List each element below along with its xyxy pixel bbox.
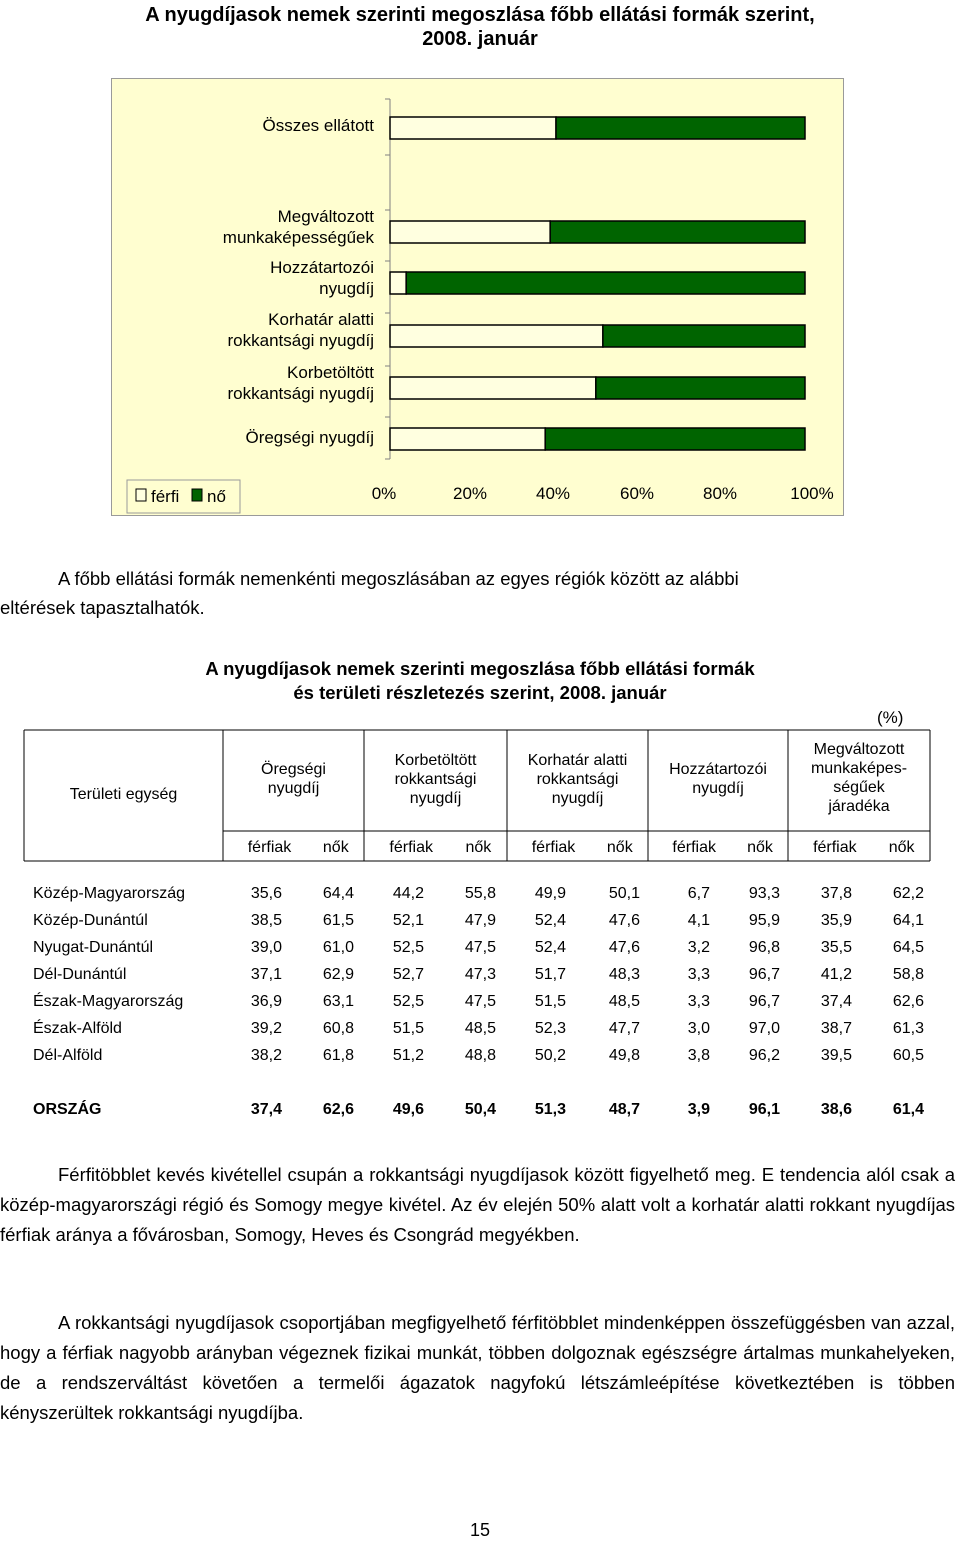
table-cell: 35,9	[820, 912, 852, 929]
table-cell: 47,3	[464, 966, 496, 983]
column-group-header-line: járadéka	[828, 798, 890, 815]
page-number: 15	[469, 1520, 491, 1540]
table-cell: 96,8	[748, 939, 780, 956]
column-group-header	[223, 760, 364, 798]
table-cell: 64,1	[892, 912, 924, 929]
table-cell: 61,5	[322, 912, 354, 929]
table-cell: 93,3	[748, 885, 780, 902]
table-cell: 3,3	[687, 966, 710, 983]
table-cell: 36,9	[250, 993, 282, 1010]
table-cell: 61,8	[322, 1047, 354, 1064]
paragraph-1: Férfitöbblet kevés kivétellel csupán a rokkantsági nyugdíjasok között figyelhető meg. E tendencia alól csak a közép-magyarországi régió és Somogy megye kivétel. Az év elején 50% alatt volt a korhatár alatti rokkant nyugdíjas férfiak aránya a fővárosban, Somogy, Heves és Csongrád megyékben.	[0, 1164, 955, 1245]
column-group-header-line: Hozzátartozói	[669, 761, 767, 778]
table-cell: 61,0	[322, 939, 354, 956]
table-cell: 62,9	[322, 966, 354, 983]
column-group-header-line: rokkantsági	[536, 771, 619, 788]
table-cell: 48,3	[608, 966, 640, 983]
x-tick-label: 40%	[535, 484, 571, 503]
intro-line1: A főbb ellátási formák nemenkénti megoszlásában az egyes régiók között az alábbi	[58, 568, 739, 589]
table-cell: 52,4	[534, 939, 566, 956]
table-title-line2: és területi részletezés szerint, 2008. január	[293, 682, 667, 703]
table-cell: 51,7	[534, 966, 566, 983]
table-cell: 50,1	[608, 885, 640, 902]
column-group-header-line: ségűek	[833, 779, 885, 796]
x-tick-label: 60%	[619, 484, 655, 503]
table-unit: (%)	[877, 708, 904, 727]
column-group-header-line: Megváltozott	[813, 741, 905, 758]
column-subheader: nők	[747, 839, 773, 856]
column-group-header-line: Korhatár alatti	[527, 752, 628, 769]
column-group-header	[364, 751, 507, 808]
x-tick-label: 80%	[702, 484, 738, 503]
table-cell: 37,1	[250, 966, 282, 983]
column-group-header-line: Öregségi	[261, 761, 326, 778]
table-cell: 96,7	[748, 966, 780, 983]
column-group-header	[788, 740, 930, 816]
table-cell: 3,8	[687, 1047, 710, 1064]
table-total-cell: 3,9	[687, 1101, 710, 1118]
document-title-line2: 2008. január	[422, 28, 538, 50]
column-subheader: nők	[606, 839, 633, 856]
table-total-cell: 96,1	[748, 1101, 780, 1118]
table-cell: 60,5	[892, 1047, 924, 1064]
column-group-header-line: rokkantsági	[394, 771, 477, 788]
table-cell: 38,5	[250, 912, 282, 929]
table-row-name: Észak-Magyarország	[33, 993, 184, 1010]
column-group-header-line: nyugdíj	[409, 790, 462, 807]
table-cell: 47,9	[464, 912, 496, 929]
table-cell: 96,2	[748, 1047, 780, 1064]
category-label-line: munkaképességűek	[222, 228, 374, 247]
table-total-cell: 51,3	[534, 1101, 566, 1118]
column-group-header	[507, 751, 648, 808]
column-subheader: férfiak	[813, 839, 857, 856]
table-cell: 35,5	[820, 939, 852, 956]
table-cell: 39,0	[250, 939, 282, 956]
column-group-header-line: nyugdíj	[692, 780, 744, 797]
table-cell: 58,8	[892, 966, 924, 983]
column-subheader: férfiak	[531, 839, 576, 856]
table-cell: 96,7	[748, 993, 780, 1010]
x-tick-label: 100%	[790, 484, 834, 503]
table-total-cell: 49,6	[392, 1101, 424, 1118]
table-cell: 61,3	[892, 1020, 924, 1037]
table-cell: 52,1	[392, 912, 424, 929]
table-cell: 62,2	[892, 885, 924, 902]
table-cell: 64,5	[892, 939, 924, 956]
category-label-line: nyugdíj	[319, 279, 374, 298]
table-total-name: ORSZÁG	[33, 1101, 102, 1118]
category-label-line: rokkantsági nyugdíj	[227, 384, 374, 403]
legend-label-ferfi: férfi	[151, 487, 180, 506]
table-row-name: Nyugat-Dunántúl	[33, 939, 154, 956]
table-cell: 38,2	[250, 1047, 282, 1064]
table-cell: 39,2	[250, 1020, 282, 1037]
table-cell: 52,5	[392, 939, 424, 956]
table-cell: 52,5	[392, 993, 424, 1010]
intro-line2: eltérések tapasztalhatók.	[0, 597, 205, 618]
category-label-line: rokkantsági nyugdíj	[227, 331, 374, 350]
category-label-line: Megváltozott	[277, 207, 374, 226]
paragraph-2: A rokkantsági nyugdíjasok csoportjában megfigyelhető férfitöbblet mindenképpen összefüggésben van azzal, hogy a férfiak nagyobb arányban végeznek fizikai munkát, többen dolgoznak egészségre ártalmas munkahelyeken, de a rendszerváltást követően a termelői ágazatok nagyfokú létszámleépítése következtében is többen kényszerültek rokkantsági nyugdíjba.	[0, 1312, 955, 1423]
table-cell: 44,2	[392, 885, 424, 902]
table-cell: 4,1	[687, 912, 710, 929]
table-cell: 52,7	[392, 966, 424, 983]
column-subheader: nők	[322, 839, 349, 856]
table-cell: 55,8	[464, 885, 496, 902]
table-cell: 6,7	[687, 885, 710, 902]
table-cell: 35,6	[250, 885, 282, 902]
x-tick-label: 20%	[452, 484, 488, 503]
table-cell: 63,1	[322, 993, 354, 1010]
table-cell: 51,5	[534, 993, 566, 1010]
table-row-name: Közép-Magyarország	[33, 885, 186, 902]
table-total-cell: 38,6	[820, 1101, 852, 1118]
table-cell: 37,8	[820, 885, 852, 902]
table-cell: 3,2	[687, 939, 710, 956]
column-subheader: férfiak	[247, 839, 292, 856]
table-cell: 39,5	[820, 1047, 852, 1064]
column-subheader: férfiak	[389, 839, 433, 856]
category-label-line: Korhatár alatti	[268, 310, 374, 329]
category-label-line: Öregségi nyugdíj	[245, 428, 374, 447]
table-cell: 52,3	[534, 1020, 566, 1037]
column-group-header-line: munkaképes-	[810, 760, 908, 777]
table-cell: 51,5	[392, 1020, 424, 1037]
table-cell: 52,4	[534, 912, 566, 929]
column-group-header	[648, 760, 788, 798]
table-cell: 47,7	[608, 1020, 640, 1037]
table-cell: 3,3	[687, 993, 710, 1010]
table-total-cell: 61,4	[892, 1101, 924, 1118]
category-label-line: Hozzátartozói	[270, 258, 374, 277]
table-cell: 47,5	[464, 993, 496, 1010]
column-subheader: nők	[888, 839, 915, 856]
table-title-line1: A nyugdíjasok nemek szerinti megoszlása főbb ellátási formák	[205, 658, 755, 679]
document-title-line1: A nyugdíjasok nemek szerinti megoszlása főbb ellátási formák szerint,	[145, 4, 815, 26]
table-cell: 41,2	[820, 966, 852, 983]
table-cell: 48,5	[608, 993, 640, 1010]
column-group-header-line: Korbetöltött	[394, 752, 477, 769]
table-total-cell: 37,4	[250, 1101, 282, 1118]
x-tick-label: 0%	[371, 484, 397, 503]
table-cell: 37,4	[820, 993, 852, 1010]
table-cell: 3,0	[687, 1020, 710, 1037]
table-row-name: Közép-Dunántúl	[33, 912, 148, 929]
table-cell: 48,8	[464, 1047, 496, 1064]
region-header: Területi egység	[69, 786, 178, 803]
table-cell: 49,8	[608, 1047, 640, 1064]
table-cell: 49,9	[534, 885, 566, 902]
table-cell: 95,9	[748, 912, 780, 929]
table-cell: 64,4	[322, 885, 354, 902]
table-total-cell: 62,6	[322, 1101, 354, 1118]
table-cell: 60,8	[322, 1020, 354, 1037]
table-cell: 97,0	[748, 1020, 780, 1037]
column-group-header-line: nyugdíj	[551, 790, 604, 807]
category-label-line: Korbetöltött	[287, 363, 374, 382]
table-row-name: Dél-Dunántúl	[33, 966, 127, 983]
table-row-name: Észak-Alföld	[33, 1020, 122, 1037]
legend-label-no: nő	[207, 487, 226, 506]
table-row-name: Dél-Alföld	[33, 1047, 103, 1064]
table-cell: 47,6	[608, 939, 640, 956]
category-label-line: Összes ellátott	[262, 116, 374, 135]
table-cell: 47,5	[464, 939, 496, 956]
column-subheader: nők	[465, 839, 492, 856]
table-cell: 48,5	[464, 1020, 496, 1037]
table-total-cell: 50,4	[464, 1101, 496, 1118]
table-cell: 51,2	[392, 1047, 424, 1064]
column-subheader: férfiak	[672, 839, 716, 856]
table-cell: 50,2	[534, 1047, 566, 1064]
table-cell: 38,7	[820, 1020, 852, 1037]
table-cell: 47,6	[608, 912, 640, 929]
column-group-header-line: nyugdíj	[267, 780, 320, 797]
table-cell: 62,6	[892, 993, 924, 1010]
table-total-cell: 48,7	[608, 1101, 640, 1118]
